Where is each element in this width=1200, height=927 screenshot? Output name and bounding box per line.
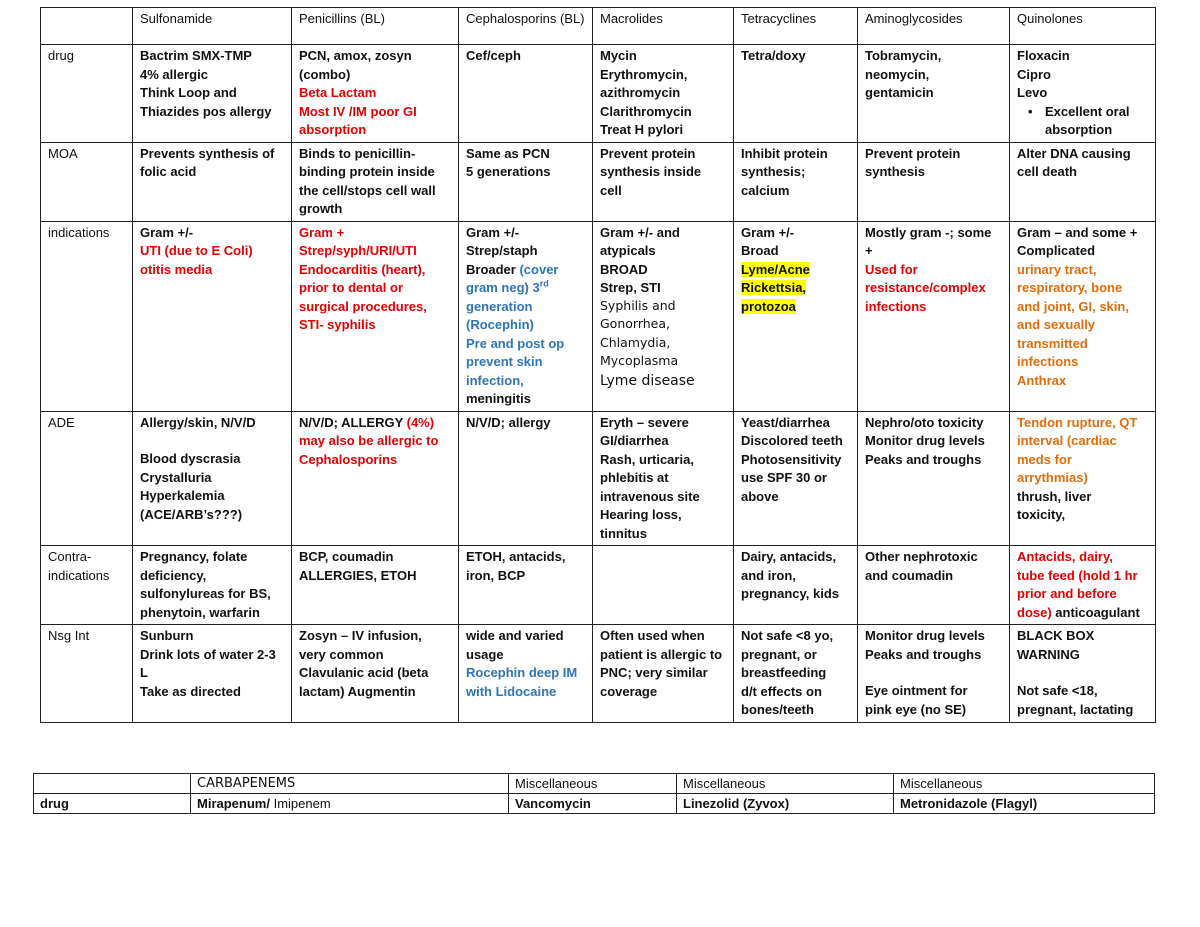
cell-line: otitis media [140, 261, 213, 277]
cell-line: N/V/D; allergy [466, 414, 551, 430]
cell-moa-penicillins [292, 142, 459, 221]
cell-nsg-sulfonamide [133, 625, 292, 723]
cell-line: Gram +/- [741, 224, 795, 240]
misc-drug-row [34, 794, 1155, 814]
cell-line: lactam) Augmentin [299, 683, 416, 699]
cell-line: Dairy, antacids, [741, 549, 837, 564]
cell-line: Monitor drug levels [865, 628, 985, 643]
misc-cell-vancomycin: Vancomycin [509, 794, 677, 814]
cell-line: and iron, [741, 567, 796, 583]
cell-line: Erythromycin, [600, 66, 688, 82]
header-macrolides: Macrolides [593, 8, 734, 45]
cell-line: Rash, urticaria, [600, 451, 694, 467]
cell-contra-tetracyclines [734, 546, 858, 625]
row-label-drug: drug [41, 45, 133, 143]
cell-line: Gram +/- and [600, 224, 680, 240]
cell-drug-macrolides [593, 45, 734, 143]
cell-indications-macrolides: Gram +/- and atypicals BROAD Strep, STI Syphilis and Gonorrhea, Chlamydia, Mycoplasma Lyme disease [593, 221, 734, 411]
cell-line: 4% allergic [140, 66, 208, 82]
cell-line: Gram – and some + [1017, 224, 1138, 240]
misc-header-corner [34, 774, 191, 794]
cell-line: infections [865, 298, 927, 314]
cell-nsg-quinolones [1010, 625, 1156, 723]
cell-line: above [741, 488, 779, 504]
cell-line: Strep, STI [600, 280, 661, 295]
cell-indications-tetracyclines [734, 221, 858, 411]
cell-line: Clarithromycin [600, 103, 692, 119]
row-label-nsg: Nsg Int [41, 625, 133, 723]
cell-line: with Lidocaine [466, 683, 557, 699]
cell-line: absorption [299, 122, 367, 137]
cell-line: prevent skin [466, 354, 543, 369]
cell-line: Prevent protein [600, 145, 696, 161]
cell-line: Alter DNA causing [1017, 145, 1131, 161]
cell-line: synthesis inside cell [600, 164, 702, 198]
cell-line: pregnant, lactating [1017, 701, 1134, 717]
cell-line: ALLERGIES, ETOH [299, 567, 417, 583]
cell-line: neomycin, [865, 66, 930, 82]
cell-line: Bactrim SMX-TMP [140, 48, 252, 63]
cell-nsg-macrolides [593, 625, 734, 723]
cell-line: Not safe <8 yo, [741, 628, 834, 643]
cell-line: Syphilis and [600, 297, 676, 313]
misc-cell-metronidazole: Metronidazole (Flagyl) [894, 794, 1155, 814]
cell-ade-quinolones [1010, 411, 1156, 546]
bullet-dot: • [1028, 103, 1033, 119]
cell-line: Chlamydia, [600, 334, 671, 350]
misc-header-row [34, 774, 1155, 794]
cell-line: Rickettsia, [741, 280, 807, 295]
cell-line: Cephalosporins [299, 451, 398, 467]
cell-line: Monitor drug levels [865, 433, 985, 448]
cell-line: phlebitis at [600, 470, 669, 485]
cell-line: Pregnancy, folate [140, 549, 248, 564]
cell-line: Tendon rupture, QT [1017, 414, 1138, 430]
misc-cell-carbapenems: Mirapenum/ Imipenem [191, 794, 509, 814]
cell-line: UTI (due to E Coli) [140, 243, 253, 258]
cell-line: respiratory, bone [1017, 280, 1123, 295]
cell-line: Eryth – severe [600, 414, 689, 430]
cell-line: Inhibit protein [741, 145, 828, 161]
cell-line: Pre and post op [466, 335, 565, 351]
cell-nsg-penicillins [292, 625, 459, 723]
cell-line: and joint, GI, skin, [1017, 298, 1129, 314]
header-sulfonamide: Sulfonamide [133, 8, 292, 45]
cell-line: Endocarditis (heart), [299, 261, 426, 277]
cell-line: arrythmias) [1017, 470, 1088, 485]
cell-line: interval (cardiac [1017, 433, 1117, 448]
row-label-indications: indications [41, 221, 133, 411]
cell-line: binding protein inside [299, 164, 435, 179]
cell-indications-penicillins [292, 221, 459, 411]
cell-line: GI/diarrhea [600, 433, 669, 448]
cell-line: Mycin [600, 48, 637, 63]
cell-line: Think Loop and [140, 85, 237, 100]
cell-moa-macrolides [593, 142, 734, 221]
cell-line: atypicals [600, 243, 656, 258]
cell-line: growth [299, 201, 343, 216]
cell-line: Nephro/oto toxicity [865, 414, 984, 430]
cell-line: very common [299, 646, 384, 662]
cell-contra-sulfonamide [133, 546, 292, 625]
cell-contra-cephalosporins [459, 546, 593, 625]
cell-drug-cephalosporins [459, 45, 593, 143]
cell-line: BLACK BOX [1017, 628, 1095, 643]
cell-line: Peaks and troughs [865, 451, 982, 467]
row-label-ade: ADE [41, 411, 133, 546]
antibiotic-table [40, 7, 1156, 723]
cell-line: Sunburn [140, 628, 194, 643]
cell-line: Broad [741, 243, 779, 258]
cell-line: gentamicin [865, 85, 934, 100]
cell-line: pregnant, or [741, 646, 817, 662]
cell-line: meds for [1017, 451, 1072, 467]
cell-line: cell death [1017, 164, 1077, 179]
cell-line: generation [466, 298, 533, 314]
cell-line: bones/teeth [741, 702, 814, 717]
cell-ade-penicillins: N/V/D; ALLERGY (4%) may also be allergic to Cephalosporins [292, 411, 459, 546]
cell-line: Photosensitivity [741, 451, 842, 467]
cell-line: and sexually [1017, 317, 1096, 332]
cell-line: ETOH, antacids, [466, 549, 566, 564]
cell-line: Drink lots of water 2-3 [140, 646, 276, 662]
cell-line: 5 generations [466, 164, 551, 179]
cell-line: Take as directed [140, 683, 241, 699]
cell-drug-penicillins [292, 45, 459, 143]
header-cephalosporins: Cephalosporins (BL) [459, 8, 593, 45]
cell-drug-quinolones [1010, 45, 1156, 143]
cell-line: Cipro [1017, 66, 1051, 82]
cell-line: Eye ointment for [865, 683, 968, 698]
row-label-moa: MOA [41, 142, 133, 221]
cell-line: calcium [741, 182, 790, 198]
cell-drug-tetracyclines [734, 45, 858, 143]
cell-line: Not safe <18, [1017, 683, 1098, 698]
cell-line: Blood dyscrasia [140, 451, 241, 466]
cell-line: pink eye (no SE) [865, 701, 967, 717]
cell-line: Used for [865, 261, 918, 277]
cell-line: folic acid [140, 164, 197, 179]
misc-header-miscellaneous-2: Miscellaneous [677, 774, 894, 794]
cell-line: d/t effects on [741, 683, 822, 699]
cell-line: Often used when [600, 628, 705, 643]
cell-line: prior and before [1017, 586, 1117, 601]
cell-line: transmitted [1017, 335, 1088, 351]
cell-line: PCN, amox, zosyn [299, 48, 412, 63]
cell-line: Mycoplasma [600, 353, 679, 368]
cell-moa-quinolones [1010, 142, 1156, 221]
cell-line: the cell/stops cell wall [299, 182, 436, 198]
cell-line: Beta Lactam [299, 85, 377, 100]
cell-line: tube feed (hold 1 hr [1017, 567, 1138, 583]
cell-line: coverage [600, 683, 658, 699]
cell-line: use SPF 30 or [741, 470, 827, 485]
cell-line: Hearing loss, [600, 507, 682, 522]
cell-line: sulfonylureas for BS, [140, 586, 271, 601]
cell-contra-quinolones: Antacids, dairy, tube feed (hold 1 hr prior and before dose) anticoagulant [1010, 546, 1156, 625]
cell-line: iron, BCP [466, 567, 526, 583]
cell-indications-cephalosporins: Gram +/- Strep/staph Broader (cover gram neg) 3rd generation (Rocephin) Pre and post op prevent skin infection, meningitis [459, 221, 593, 411]
cell-line: patient is allergic to [600, 646, 723, 662]
cell-nsg-tetracyclines [734, 625, 858, 723]
cell-line: resistance/complex [865, 280, 986, 295]
cell-line: azithromycin [600, 85, 681, 100]
row-nsg [41, 625, 1156, 723]
cell-line: synthesis [865, 164, 925, 179]
cell-line: Strep/syph/URI/UTI [299, 243, 417, 258]
cell-moa-cephalosporins [459, 142, 593, 221]
cell-moa-aminoglycosides [858, 142, 1010, 221]
cell-ade-tetracyclines [734, 411, 858, 546]
cell-line: phenytoin, warfarin [140, 604, 260, 620]
misc-cell-linezolid: Linezolid (Zyvox) [677, 794, 894, 814]
row-drug [41, 45, 1156, 143]
cell-line: Yeast/diarrhea [741, 414, 830, 430]
cell-line: Rocephin deep IM [466, 665, 578, 680]
cell-line: Discolored teeth [741, 433, 843, 448]
cell-nsg-cephalosporins [459, 625, 593, 723]
cell-line: and coumadin [865, 567, 954, 583]
cell-line: tinnitus [600, 525, 647, 541]
cell-line: usage [466, 646, 504, 662]
cell-contra-macrolides [593, 546, 734, 625]
cell-contra-aminoglycosides [858, 546, 1010, 625]
cell-indications-aminoglycosides: Mostly gram -; some + Used for resistance/complex infections [858, 221, 1010, 411]
row-indications [41, 221, 1156, 411]
cell-line: (ACE/ARB’s???) [140, 506, 243, 522]
cell-ade-macrolides [593, 411, 734, 546]
cell-line: Clavulanic acid (beta [299, 665, 429, 680]
cell-moa-sulfonamide [133, 142, 292, 221]
cell-line: Levo [1017, 85, 1048, 100]
header-quinolones: Quinolones [1010, 8, 1156, 45]
cell-line: toxicity, [1017, 507, 1066, 522]
cell-line: BCP, coumadin [299, 549, 394, 564]
cell-line: Gram + [299, 224, 345, 240]
row-label-contra: Contra-indications [41, 546, 133, 625]
cell-line: PNC; very similar [600, 665, 708, 680]
cell-drug-sulfonamide [133, 45, 292, 143]
header-corner [41, 8, 133, 45]
cell-line: Hyperkalemia [140, 488, 225, 503]
cell-line: Prevent protein [865, 145, 961, 161]
cell-line: Anthrax [1017, 372, 1067, 388]
cell-line: Cef/ceph [466, 48, 521, 63]
cell-line: Antacids, dairy, [1017, 549, 1113, 564]
cell-line: deficiency, [140, 567, 207, 583]
cell-drug-aminoglycosides [858, 45, 1010, 143]
header-aminoglycosides: Aminoglycosides [858, 8, 1010, 45]
cell-indications-sulfonamide: Gram +/- UTI (due to E Coli) otitis media [133, 221, 292, 411]
cell-contra-penicillins [292, 546, 459, 625]
cell-nsg-aminoglycosides [858, 625, 1010, 723]
cell-line: Crystalluria [140, 469, 212, 485]
misc-row-label-drug: drug [34, 794, 191, 814]
cell-line: WARNING [1017, 646, 1080, 662]
cell-line: may also be allergic to [299, 433, 439, 448]
cell-line: Peaks and troughs [865, 646, 982, 662]
cell-moa-tetracyclines [734, 142, 858, 221]
cell-line: STI- syphilis [299, 317, 376, 332]
cell-line: pregnancy, kids [741, 586, 840, 601]
cell-line: BROAD [600, 261, 648, 277]
cell-line: Same as PCN [466, 145, 550, 161]
cell-line: infection, [466, 372, 524, 388]
cell-line: Other nephrotoxic [865, 549, 978, 564]
header-row [41, 8, 1156, 45]
cell-indications-quinolones [1010, 221, 1156, 411]
cell-line: Tetra/doxy [741, 48, 806, 63]
cell-ade-cephalosporins [459, 411, 593, 546]
row-contra [41, 546, 1156, 625]
cell-line: Thiazides pos allergy [140, 103, 272, 119]
row-moa [41, 142, 1156, 221]
cell-line: Treat H pylori [600, 122, 684, 137]
cell-line: intravenous site [600, 488, 700, 504]
cell-line: protozoa [741, 298, 796, 314]
cell-line: L [140, 665, 148, 680]
misc-header-carbapenems: CARBAPENEMS [191, 774, 509, 794]
cell-line: Gonorrhea, [600, 316, 670, 331]
misc-header-miscellaneous-3: Miscellaneous [894, 774, 1155, 794]
cell-line: Binds to penicillin- [299, 145, 416, 161]
cell-line: urinary tract, [1017, 261, 1097, 277]
cell-line: Complicated [1017, 243, 1096, 258]
cell-line: Zosyn – IV infusion, [299, 628, 422, 643]
cell-line: wide and varied [466, 628, 564, 643]
cell-line: Floxacin [1017, 48, 1070, 63]
cell-line: prior to dental or [299, 280, 403, 295]
cell-line: (Rocephin) [466, 317, 534, 332]
cell-ade-aminoglycosides [858, 411, 1010, 546]
cell-line: Tobramycin, [865, 48, 942, 63]
cell-line: surgical procedures, [299, 298, 427, 314]
cell-line: (combo) [299, 66, 351, 82]
cell-line: Most IV /IM poor GI [299, 103, 417, 119]
cell-line: infections [1017, 354, 1079, 369]
bullet-item: • Excellent oral absorption [1028, 103, 1130, 137]
misc-header-miscellaneous-1: Miscellaneous [509, 774, 677, 794]
cell-ade-sulfonamide: Allergy/skin, N/V/D Blood dyscrasia Crystalluria Hyperkalemia (ACE/ARB’s???) [133, 411, 292, 546]
row-ade [41, 411, 1156, 546]
header-penicillins: Penicillins (BL) [292, 8, 459, 45]
cell-line: thrush, liver [1017, 488, 1092, 504]
misc-antibiotic-table [33, 773, 1155, 814]
cell-line: Prevents synthesis of [140, 145, 275, 161]
cell-line: Lyme/Acne [741, 261, 810, 277]
cell-line: breastfeeding [741, 665, 827, 680]
header-tetracyclines: Tetracyclines [734, 8, 858, 45]
cell-line: synthesis; [741, 164, 806, 179]
